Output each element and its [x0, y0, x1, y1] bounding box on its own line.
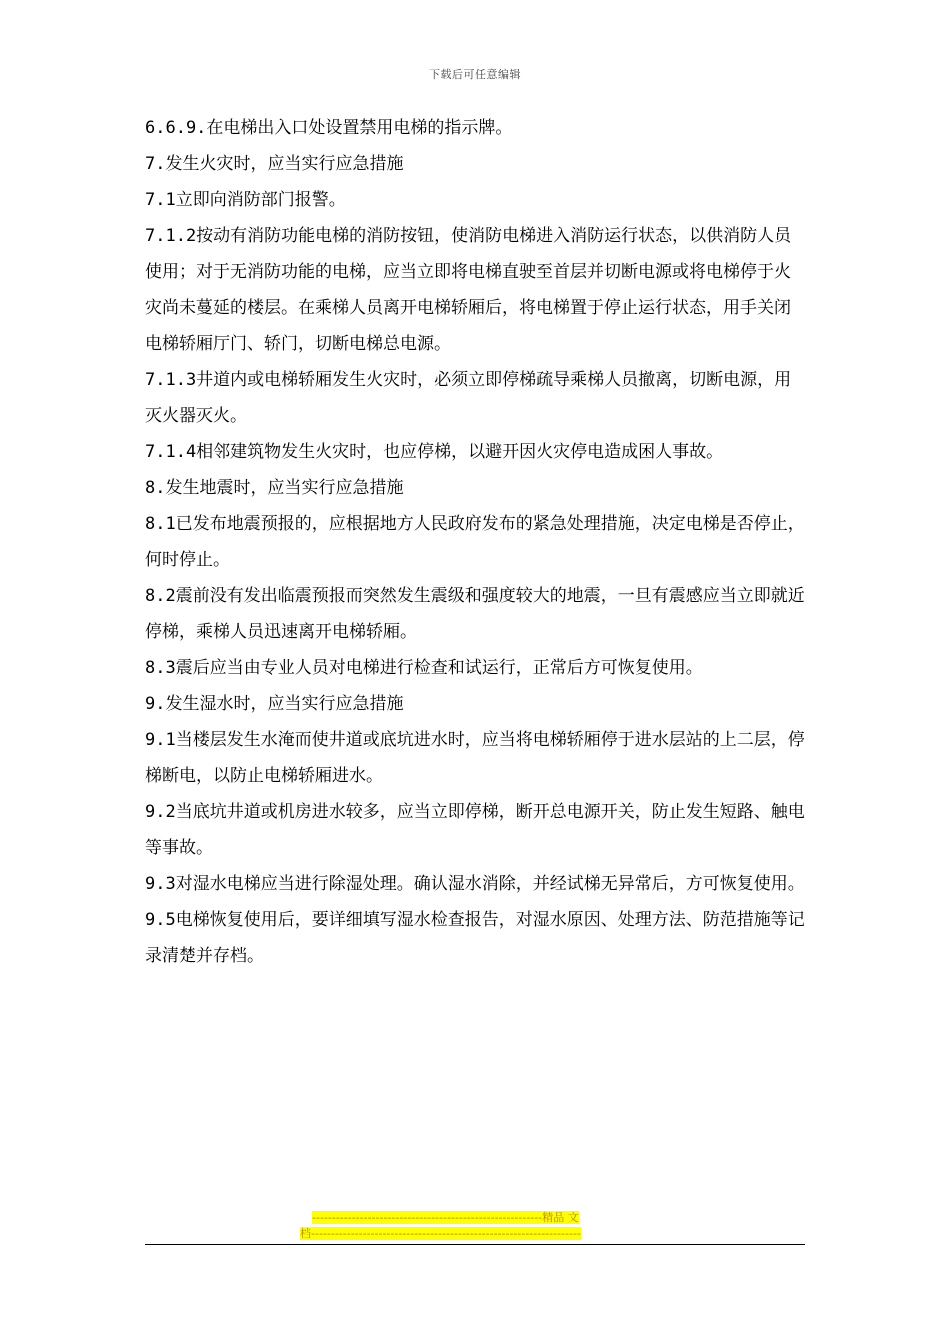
paragraph-8-3: 8.3震后应当由专业人员对电梯进行检查和试运行，正常后方可恢复使用。	[145, 658, 703, 678]
heading-section-7: 7.发生火灾时，应当实行应急措施	[145, 154, 404, 174]
paragraph-9-3: 9.3对湿水电梯应当进行除湿处理。确认湿水消除，并经试梯无异常后，方可恢复使用。	[145, 874, 805, 894]
footer-banner-text-2: 档--------------------------------------------------------------------	[300, 1227, 581, 1240]
paragraph-8-1: 8.1已发布地震预报的，应根据地方人民政府发布的紧急处理措施，决定电梯是否停止，何时停止。	[145, 514, 805, 570]
heading-section-8: 8.发生地震时，应当实行应急措施	[145, 478, 404, 498]
paragraph-9-1: 9.1当楼层发生水淹而使井道或底坑进水时，应当将电梯轿厢停于进水层站的上二层，停梯断电，以防止电梯轿厢进水。	[145, 730, 805, 786]
document-body	[145, 110, 805, 974]
paragraph-9-5: 9.5电梯恢复使用后，要详细填写湿水检查报告，对湿水原因、处理方法、防范措施等记录清楚并存档。	[145, 910, 805, 966]
heading-section-9: 9.发生湿水时，应当实行应急措施	[145, 694, 404, 714]
footer-banner-line-2	[300, 1226, 650, 1242]
paragraph-7-1-3: 7.1.3井道内或电梯轿厢发生火灾时，必须立即停梯疏导乘梯人员撤离，切断电源，用灭火器灭火。	[145, 370, 792, 426]
paragraph-9-2: 9.2当底坑井道或机房进水较多，应当立即停梯，断开总电源开关，防止发生短路、触电等事故。	[145, 802, 805, 858]
paragraph-6-6-9: 6.6.9.在电梯出入口处设置禁用电梯的指示牌。	[145, 118, 513, 138]
paragraph-7-1: 7.1立即向消防部门报警。	[145, 190, 346, 210]
paragraph-7-1-2: 7.1.2按动有消防功能电梯的消防按钮，使消防电梯进入消防运行状态，以供消防人员使用；对于无消防功能的电梯，应当立即将电梯直驶至首层并切断电源或将电梯停于火灾尚未蔓延的楼层。在乘梯人员离开电梯轿厢后，将电梯置于停止运行状态，用手关闭电梯轿厢厅门、轿门，切断电梯总电源。	[145, 226, 792, 354]
page-header-note: 下载后可任意编辑	[429, 68, 521, 81]
footer-banner	[300, 1210, 650, 1242]
paragraph-7-1-4: 7.1.4相邻建筑物发生火灾时，也应停梯，以避开因火灾停电造成困人事故。	[145, 442, 724, 462]
footer-divider	[145, 1244, 805, 1245]
footer-banner-text-1: ----------------------------------------------------------精品 文	[312, 1211, 579, 1224]
footer-banner-line-1	[300, 1210, 650, 1226]
paragraph-8-2: 8.2震前没有发出临震预报而突然发生震级和强度较大的地震，一旦有震感应当立即就近停梯，乘梯人员迅速离开电梯轿厢。	[145, 586, 805, 642]
